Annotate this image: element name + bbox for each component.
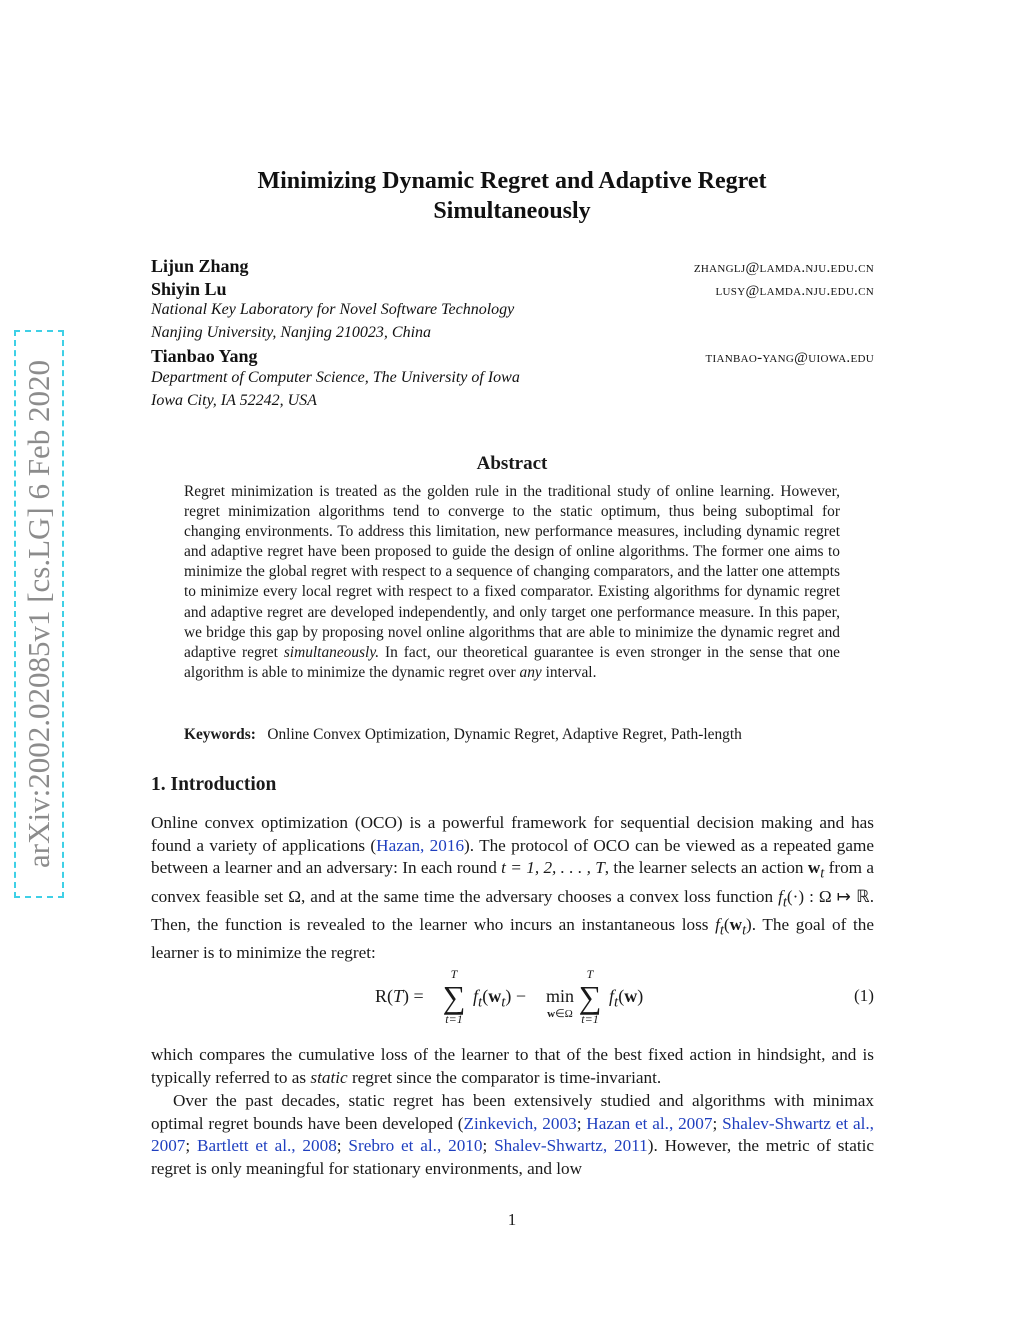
- intro-paragraph: Online convex optimization (OCO) is a powerful framework for sequential decision making and has found a variety of applications (Hazan, 2016). The protocol of OCO can be viewed as a repeated game between a learner and an adversary: In each round t = 1, 2, . . . , T, the learner selects an action $w_t$ from a convex feasible set Ω, and at the same time the adversary chooses a convex loss function $f_t(\cdot)$ : Ω ↦ ℝ. Then, the function is revealed to the learner who incurs an instantaneous loss $f_t(w_t)$. The goal of the learner is to minimize the regret:: [151, 813, 874, 962]
- summation-symbol: T ∑ t=1: [442, 967, 466, 1026]
- equation-number: (1): [853, 986, 874, 1005]
- affiliation-line: Department of Computer Science, The University of Iowa: [151, 368, 520, 386]
- text-run: ). However, the metric of static regret is only meaningful for stationary environments, and low: [151, 1136, 875, 1179]
- text-run: which compares the cumulative loss of the learner to that of the best fixed action in hindsight, and is typically referred to as: [151, 1045, 874, 1087]
- page-number: 1: [507, 1210, 517, 1229]
- math-inline: t = 1, 2, . . . , T: [501, 858, 605, 878]
- citation-link[interactable]: Bartlett et al., 2008: [196, 1136, 337, 1156]
- author-block: [151, 256, 874, 414]
- author-email: zhanglj@lamda.nju.edu.cn: [693, 260, 874, 276]
- emphasis: static: [310, 1067, 348, 1087]
- text-run: ). The protocol of OCO can be viewed as a repeated game between a learner and an adversary: In each round: [151, 835, 874, 878]
- author-name: Lijun Zhang: [151, 256, 249, 276]
- text-run: from a convex feasible set Ω, and at the same time the adversary chooses a convex loss function: [151, 858, 874, 906]
- citation-link[interactable]: Hazan, 2016: [376, 835, 465, 855]
- keywords-list: Online Convex Optimization, Dynamic Regret, Adaptive Regret, Path-length: [267, 726, 742, 743]
- abstract-text: [184, 482, 840, 683]
- affiliation-line: National Key Laboratory for Novel Software Technology: [151, 301, 515, 319]
- citation-link[interactable]: Srebro et al., 2010: [348, 1136, 483, 1156]
- text-run: Online convex optimization (OCO) is a powerful framework for sequential decision making and has found a variety of applications (: [151, 813, 874, 855]
- author-email: tianbao-yang@uiowa.edu: [705, 350, 874, 367]
- author-row: [151, 279, 874, 302]
- text-run: Over the past decades, static regret has been extensively studied and algorithms with minimax optimal regret bounds have been developed (: [151, 1091, 874, 1133]
- citation-link[interactable]: Hazan et al., 2007: [586, 1113, 713, 1133]
- math-inline: $f_t$: [778, 886, 787, 910]
- affiliation-line: Iowa City, IA 52242, USA: [151, 391, 317, 409]
- abstract-emphasis: any: [519, 663, 542, 681]
- intro-paragraph: Over the past decades, static regret has been extensively studied and algorithms with minimax optimal regret bounds have been developed (Zinkevich, 2003; Hazan et al., 2007; Shalev-Shwartz et al., 2007; Bartlett et al., 2008; Srebro et al., 2010; Shalev-Shwartz, 2011). However, the metric of static regret is only meaningful for stationary environments, and low: [151, 1091, 875, 1179]
- author-name: Tianbao Yang: [151, 346, 258, 367]
- abstract-emphasis: simultaneously.: [283, 643, 380, 661]
- keywords: [184, 725, 840, 745]
- regret-equation: [151, 964, 874, 1034]
- math-inline: $f_t$: [715, 914, 724, 939]
- abstract-part: Regret minimization is treated as the golden rule in the traditional study of online learning. However, regret minimization algorithms tend to converge to the static optimum, thus being suboptimal for changing environments. To address this limitation, new performance measures, including dynamic regret and adaptive regret have been proposed to guide the design of online algorithms. The former one aims to minimize the global regret with respect to a sequence of changing comparators, and the latter one attempts to minimize every local regret with respect to a fixed comparator. Existing algorithms for dynamic regret and adaptive regret are developed independently, and only target one performance measure. In this paper, we bridge this gap by proposing novel online algorithms that are able to minimize the dynamic regret and adaptive regret: [184, 483, 840, 661]
- affiliation-line: Nanjing University, Nanjing 210023, China: [151, 323, 432, 341]
- title-line-1: Minimizing Dynamic Regret and Adaptive Regret: [257, 168, 767, 194]
- abstract-heading: Abstract: [476, 453, 548, 474]
- citation-link[interactable]: Shalev-Shwartz et al., 2007: [151, 1113, 874, 1156]
- equation-body: R(T) = T ∑ t=1 $f_t(w_t)$ − min $^{w\in\Omega}$ T ∑ t=1 $f_t(w)$: [375, 967, 644, 1026]
- author-name: Shiyin Lu: [151, 278, 227, 299]
- math-inline: w: [807, 858, 821, 878]
- author-row: [151, 346, 874, 369]
- keywords-label: Keywords:: [184, 726, 256, 743]
- text-run: (·) : Ω ↦ ℝ. Then, the function is revealed to the learner who incurs an instantaneous loss: [151, 886, 874, 934]
- text-run: . The goal of the learner is to minimize the regret:: [151, 914, 874, 962]
- section-heading: 1. Introduction: [151, 774, 277, 795]
- summation-symbol: T ∑ t=1: [578, 967, 602, 1026]
- author-row: [151, 256, 874, 279]
- arxiv-identifier[interactable]: arXiv:2002.02085v1 [cs.LG] 6 Feb 2020: [21, 360, 56, 868]
- text-run: , the learner selects an action: [604, 858, 808, 878]
- abstract-part: interval.: [541, 663, 597, 681]
- author-email: lusy@lamda.nju.edu.cn: [715, 282, 874, 299]
- citation-link[interactable]: Zinkevich, 2003: [463, 1113, 577, 1133]
- citation-link[interactable]: Shalev-Shwartz, 2011: [494, 1136, 648, 1156]
- text-run: regret since the comparator is time-invariant.: [347, 1067, 662, 1087]
- intro-paragraph: [151, 1044, 874, 1089]
- abstract-part: In fact, our theoretical guarantee is even stronger in the sense that one algorithm is able to minimize the dynamic regret over: [184, 643, 840, 681]
- title-line-2: Simultaneously: [433, 198, 591, 224]
- paper-title: [150, 166, 874, 226]
